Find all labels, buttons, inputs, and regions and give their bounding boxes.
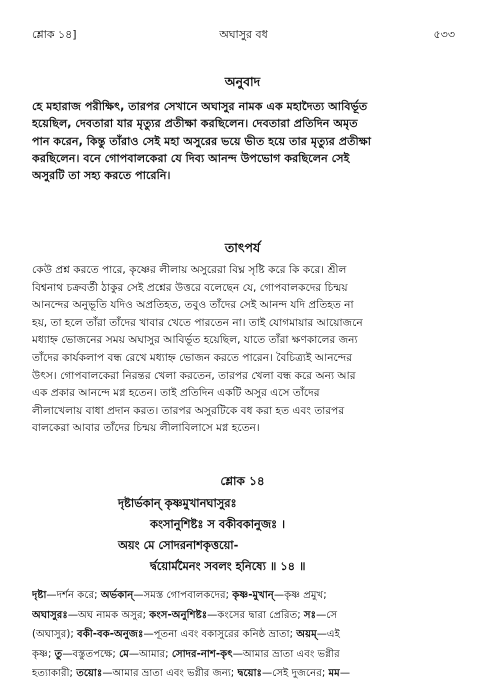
synonym-meaning: —অঘ নামক অসুর; [67,609,150,621]
translation-line: করছিলেন। বনে গোপবালকেরা যে দিব্য আনন্দ উপভোগ করছিলেন সেই [32,151,350,165]
purport-line: বিশ্বনাথ চক্রবর্তী ঠাকুর সেই প্রশ্নের উত্তরে বলেছেন যে, গোপবালকদের চিন্ময় [32,281,348,294]
synonym-term: মম [328,668,340,679]
purport-line: আনন্দের অনুভূতি যদিও অপ্রতিহত, তবুও তাঁদের সেই আনন্দ যদি প্রতিহত না [32,299,354,312]
synonym-term: কৃষ্ণ-মুখান্ [232,590,274,601]
synonym-term: বকী-বক-অনুজঃ [77,629,144,640]
purport-line: বালকেরা আবার তাঁদের চিন্ময় লীলাবিলাসে মগ্ন হতেন। [32,422,260,435]
translation-line: হে মহারাজ পরীক্ষিৎ, তারপর সেখানে অঘাসুর নামক এক মহাদৈত্য আবির্ভূত [32,100,368,113]
synonym-meaning: —আমার; [128,648,172,660]
synonym-meaning: —পূতনা এবং বকাসুরের কনিষ্ঠ ভ্রাতা; [143,629,297,640]
synonym-meaning: —দর্শন করে; [46,590,101,601]
synonym-term: সঃ [303,609,317,621]
purport-line: উৎস। গোপবালকেরা নিরন্তর খেলা করতেন, তারপর খেলা বন্ধ করে অন্য আর [32,369,356,382]
synonym-line [32,664,457,684]
synonym-term: তু [54,648,63,660]
header-title: অঘাসুর বধ [219,28,268,41]
synonym-meaning: —আমার ভ্রাতা এবং ভগ্নীর জন্য; [102,668,238,679]
translation-heading: অনুবাদ [224,74,261,89]
synonym-line [32,586,457,606]
synonyms-text [32,586,457,684]
purport-line: লীলাখেলায় বাধা প্রদান করত। তারপর অসুরটিকে বধ করা হত এবং তারপর [32,404,345,417]
verse-line: দৃষ্টার্ভকান্ কৃষ্ণমুখানঘাসুরঃ [118,496,237,510]
page-number: ৫৩৩ [433,28,455,41]
purport-line: মধ্যাহ্ন ভোজনের সময় অঘাসুর আবির্ভূত হয়েছিল, যাতে তাঁরা ক্ষণকালের জন্য [32,334,358,347]
synonym-term: সোদর-নাশ-কৃৎ [171,648,233,660]
synonym-line [32,606,457,626]
translation-line: হয়েছিল, দেবতারা যার মৃত্যুর প্রতীক্ষা করছিলেন। দেবতারা প্রতিদিন অমৃত [32,117,358,131]
synonym-meaning: —কৃষ্ণ প্রমুখ; [273,590,327,601]
synonym-term: কংস-অনুশিষ্টঃ [149,609,208,621]
synonym-term: অর্ভকান্ [100,590,134,601]
synonym-term: দৃষ্টা [32,590,47,601]
purport-line: তাঁদের কার্যকলাপ বন্ধ রেখে মধ্যাহ্ন ভোজন করতে পারেন। বৈচিত্র্যই আনন্দের [32,351,353,364]
translation-line: পান করেন, কিন্তু তাঁরাও সেই মহা অসুরের ভয়ে ভীত হয়ে তার মৃত্যুর প্রতীক্ষা [32,134,371,148]
synonym-term: অঘাসুরঃ [32,609,68,621]
synonym-meaning: —আমার ভ্রাতা এবং ভগ্নীর [232,648,340,660]
synonym-meaning: —এই [316,629,340,640]
running-header [32,26,455,42]
synonym-term: মে [119,648,129,660]
purport-heading: তাৎপর্য [224,240,261,255]
synonym-meaning: —সমস্ত গোপবালকদের; [133,590,233,601]
synonym-line [32,625,457,645]
verse-line: কংসানুশিষ্টঃ স বকীবকানুজঃ । [150,517,286,531]
translation-line: অসুরটি তা সহ্য করতে পারেনি। [32,169,171,183]
synonym-meaning: —সেই দুজনের; [262,668,329,679]
synonym-meaning: —বস্তুতপক্ষে; [62,648,120,660]
purport-line: এক প্রকার আনন্দে মগ্ন হতেন। তাই প্রতিদিন একটি অসুর এসে তাঁদের [32,387,320,400]
synonym-meaning: কৃষ্ণ; [32,648,55,660]
synonym-term: তয়োঃ [76,668,103,679]
synonym-term: দ্বয়োঃ [237,668,262,679]
synonym-term: অয়ম্ [296,629,317,640]
purport-line: কেউ প্রশ্ন করতে পারে, কৃষ্ণের লীলায় অসুরেরা বিঘ্ন সৃষ্টি করে কি করে। শ্রীল [32,264,347,276]
verse-line: র্দ্বয়োর্মমৈনং সবলং হনিষ্যে ॥ ১৪ ॥ [150,559,306,573]
synonym-meaning: হত্যাকারী; [32,668,77,679]
synonym-meaning: —সে [316,609,338,621]
verse-number: শ্লোক ১৪ [220,474,265,488]
translation-text [32,98,457,184]
purport-text [32,262,457,438]
synonym-meaning: —কংসের দ্বারা প্রেরিত; [207,609,304,621]
synonym-meaning: (অঘাসুর); [32,629,78,640]
purport-line: হয়, তা হলে তাঁরা তাঁদের খাবার খেতে পারতেন না। তাই যোগমায়ার আয়োজনে [32,316,363,329]
verse-line: অয়ং মে সোদরনাশকৃত্তয়ো- [118,538,239,552]
header-chapter-ref: শ্লোক ১৪] [32,28,77,41]
synonym-meaning: — [339,668,351,679]
synonym-line [32,645,457,665]
